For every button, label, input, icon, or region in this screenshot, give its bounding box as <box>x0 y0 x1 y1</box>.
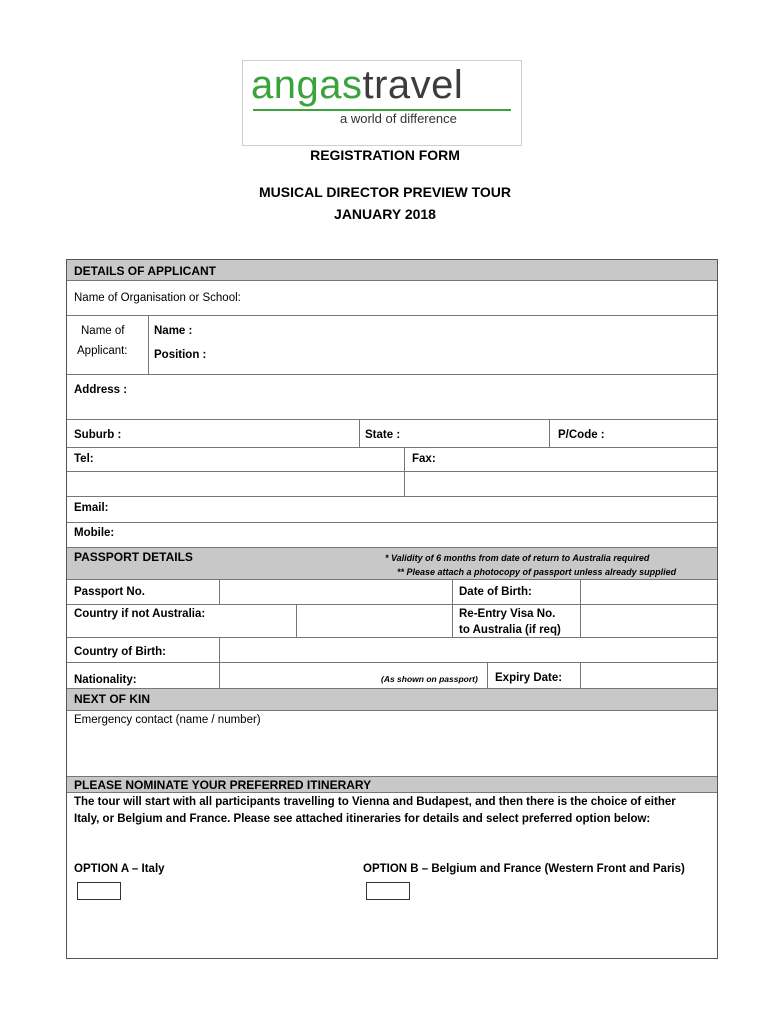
suburb-label: Suburb : <box>74 429 122 441</box>
email-field[interactable] <box>117 498 715 520</box>
email-label: Email: <box>74 502 109 514</box>
option-b-label: OPTION B – Belgium and France (Western Front and Paris) <box>363 863 685 875</box>
dob-label: Date of Birth: <box>459 586 532 598</box>
logo-brand-part2: travel <box>362 63 464 107</box>
reentry-visa-field[interactable] <box>582 606 715 635</box>
passport-no-label: Passport No. <box>74 586 145 598</box>
postcode-field[interactable] <box>613 421 715 445</box>
address-label: Address : <box>74 384 128 396</box>
position-label: Position : <box>154 349 207 361</box>
passport-heading: PASSPORT DETAILS <box>74 550 193 564</box>
passport-validity-note: * Validity of 6 months from date of return to Australia required <box>385 553 650 563</box>
logo <box>242 60 522 146</box>
applicant-label: Applicant: <box>77 345 128 357</box>
logo-wordmark <box>251 63 463 108</box>
state-label: State : <box>365 429 401 441</box>
name-label: Name : <box>154 325 193 337</box>
itinerary-text: The tour will start with all participants travelling to Vienna and Budapest, and then there is the choice of either Italy, or Belgium and France. Please see attached itineraries for details and select preferred option below: <box>74 796 676 825</box>
applicant-name-field[interactable] <box>207 318 715 340</box>
itinerary-heading: PLEASE NOMINATE YOUR PREFERRED ITINERARY <box>74 778 372 792</box>
address-field[interactable] <box>137 377 715 417</box>
state-field[interactable] <box>407 421 547 445</box>
option-a-label: OPTION A – Italy <box>74 863 165 875</box>
postcode-label: P/Code : <box>558 429 605 441</box>
organisation-label: Name of Organisation or School: <box>74 292 241 304</box>
logo-tagline: a world of difference <box>340 111 457 126</box>
reentry-label-1: Re-Entry Visa No. <box>459 608 556 620</box>
suburb-field[interactable] <box>127 421 357 445</box>
passport-no-field[interactable] <box>221 581 450 602</box>
kin-section-band <box>67 688 717 710</box>
registration-form <box>66 259 718 959</box>
birth-country-field[interactable] <box>221 639 715 660</box>
birth-country-label: Country of Birth: <box>74 646 166 658</box>
option-a-checkbox[interactable] <box>77 882 121 900</box>
country-label: Country if not Australia: <box>74 608 206 620</box>
expiry-label: Expiry Date: <box>495 672 563 684</box>
tel-label: Tel: <box>74 453 94 465</box>
tel-field[interactable] <box>107 449 402 494</box>
as-shown-note: (As shown on passport) <box>381 674 478 684</box>
fax-field[interactable] <box>442 449 715 494</box>
dob-field[interactable] <box>582 581 715 602</box>
country-field[interactable] <box>298 606 450 635</box>
form-title: REGISTRATION FORM <box>310 147 460 163</box>
reentry-label-2: to Australia (if req) <box>459 624 561 636</box>
kin-heading: NEXT OF KIN <box>74 692 151 706</box>
passport-photocopy-note: ** Please attach a photocopy of passport unless already supplied <box>397 567 677 577</box>
applicant-heading: DETAILS OF APPLICANT <box>74 264 216 278</box>
emergency-label: Emergency contact (name / number) <box>74 714 261 726</box>
expiry-field[interactable] <box>582 664 715 686</box>
name-of-label: Name of <box>81 325 125 337</box>
fax-label: Fax: <box>412 453 436 465</box>
mobile-label: Mobile: <box>74 527 115 539</box>
tour-date: JANUARY 2018 <box>334 206 436 222</box>
organisation-field[interactable] <box>287 282 715 312</box>
option-b-checkbox[interactable] <box>366 882 410 900</box>
applicant-position-field[interactable] <box>215 344 715 370</box>
nationality-label: Nationality: <box>74 674 137 686</box>
emergency-field[interactable] <box>69 730 715 774</box>
logo-brand-part1: angas <box>251 63 363 107</box>
tour-title: MUSICAL DIRECTOR PREVIEW TOUR <box>258 184 512 200</box>
mobile-field[interactable] <box>122 524 715 546</box>
